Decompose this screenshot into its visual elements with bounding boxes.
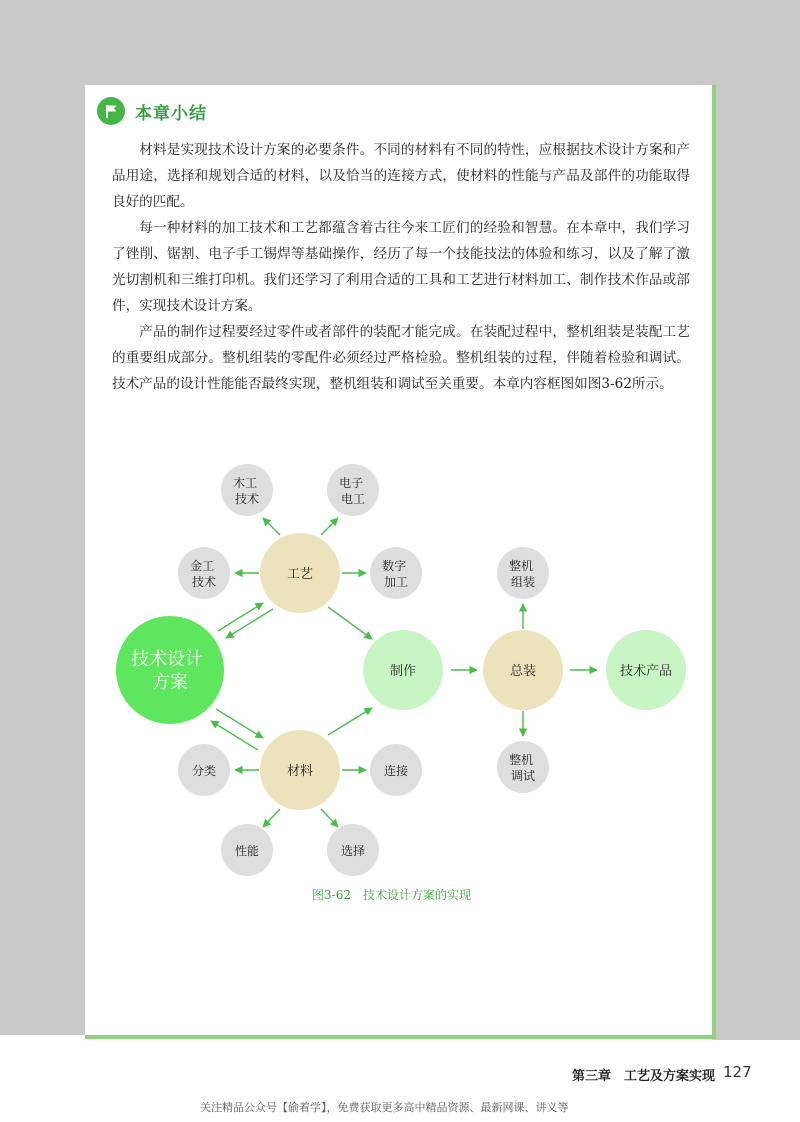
node-craft-label: 工艺	[286, 567, 314, 582]
page-border-right	[712, 85, 716, 1039]
arrow-craft-to-make	[328, 607, 372, 639]
arrow-material-to-select	[321, 809, 338, 827]
content-diagram	[100, 455, 700, 885]
arrow-craft-to-woodwork	[263, 518, 280, 535]
paragraph: 材料是实现技术设计方案的必要条件。不同的材料有不同的特性，应根据技术设计方案和产品用途，选择和规划合适的材料，以及恰当的连接方式，使材料的性能与产品及部件的功能取得良好的匹配。	[112, 142, 690, 210]
footer-chapter-title: 第三章 工艺及方案实现	[572, 1069, 716, 1084]
top-margin	[0, 0, 800, 85]
node-whole-assembly	[497, 547, 549, 599]
node-whole-assembly-label: 整机 组装	[509, 559, 536, 589]
node-classify-label: 分类	[191, 764, 217, 778]
node-whole-debug	[497, 741, 549, 793]
arrow-material-to-performance	[263, 809, 280, 827]
summary-body	[112, 137, 690, 397]
right-margin	[712, 0, 800, 1040]
node-digital	[370, 547, 422, 599]
arrow-craft-to-electronics	[321, 518, 338, 535]
page-border-bottom	[85, 1035, 716, 1039]
node-whole-debug-label: 整机 调试	[509, 753, 536, 783]
footer-note: 关注精品公众号【偷着学】，免费获取更多高中精品资源、最新网课、讲义等	[200, 1101, 569, 1114]
node-assembly-label: 总装	[509, 664, 537, 679]
section-title: 本章小结	[135, 103, 207, 124]
section-header	[97, 96, 207, 126]
paragraph: 每一种材料的加工技术和工艺都蕴含着古往今来工匠们的经验和智慧。在本章中，我们学习了锉削、锯割、电子手工锡焊等基础操作，经历了每一个技能技法的体验和练习，以及了解了激光切割机和三维打印机。我们还学习了利用合适的工具和工艺进行材料加工、制作技术作品或部件，实现技术设计方案。	[112, 220, 690, 314]
paragraph: 产品的制作过程要经过零件或者部件的装配才能完成。在装配过程中，整机组装是装配工艺的重要组成部分。整机组装的零配件必须经过严格检验。整机组装的过程，伴随着检验和调试。技术产品的设计性能能否最终实现，整机组装和调试至关重要。本章内容框图如图3-62所示。	[112, 324, 690, 392]
node-plan	[116, 616, 224, 724]
node-electronics-label: 电子 电工	[339, 476, 366, 506]
node-connect-label: 连接	[383, 764, 409, 778]
node-electronics	[327, 464, 379, 516]
node-metalwork	[178, 547, 230, 599]
node-material-label: 材料	[286, 764, 314, 779]
node-woodwork	[221, 464, 273, 516]
arrow-plan-to-material	[216, 709, 263, 738]
node-product-label: 技术产品	[619, 664, 673, 679]
page-number: 127	[723, 1063, 752, 1081]
flag-icon	[97, 97, 125, 125]
node-select-label: 选择	[340, 844, 366, 858]
left-margin	[0, 85, 85, 1035]
arrow-plan-to-craft	[218, 603, 263, 631]
node-woodwork-label: 木工 技术	[233, 476, 260, 506]
arrow-material-to-plan	[211, 721, 258, 750]
node-digital-label: 数字 加工	[382, 559, 409, 589]
node-plan-label: 技术设计 方案	[131, 649, 204, 693]
node-performance-label: 性能	[234, 844, 260, 858]
arrow-material-to-make	[328, 708, 372, 735]
node-metalwork-label: 金工 技术	[190, 559, 217, 589]
figure-caption: 图3-62 技术设计方案的实现	[312, 888, 471, 902]
arrow-craft-to-plan	[226, 609, 273, 638]
node-make-label: 制作	[389, 664, 417, 679]
